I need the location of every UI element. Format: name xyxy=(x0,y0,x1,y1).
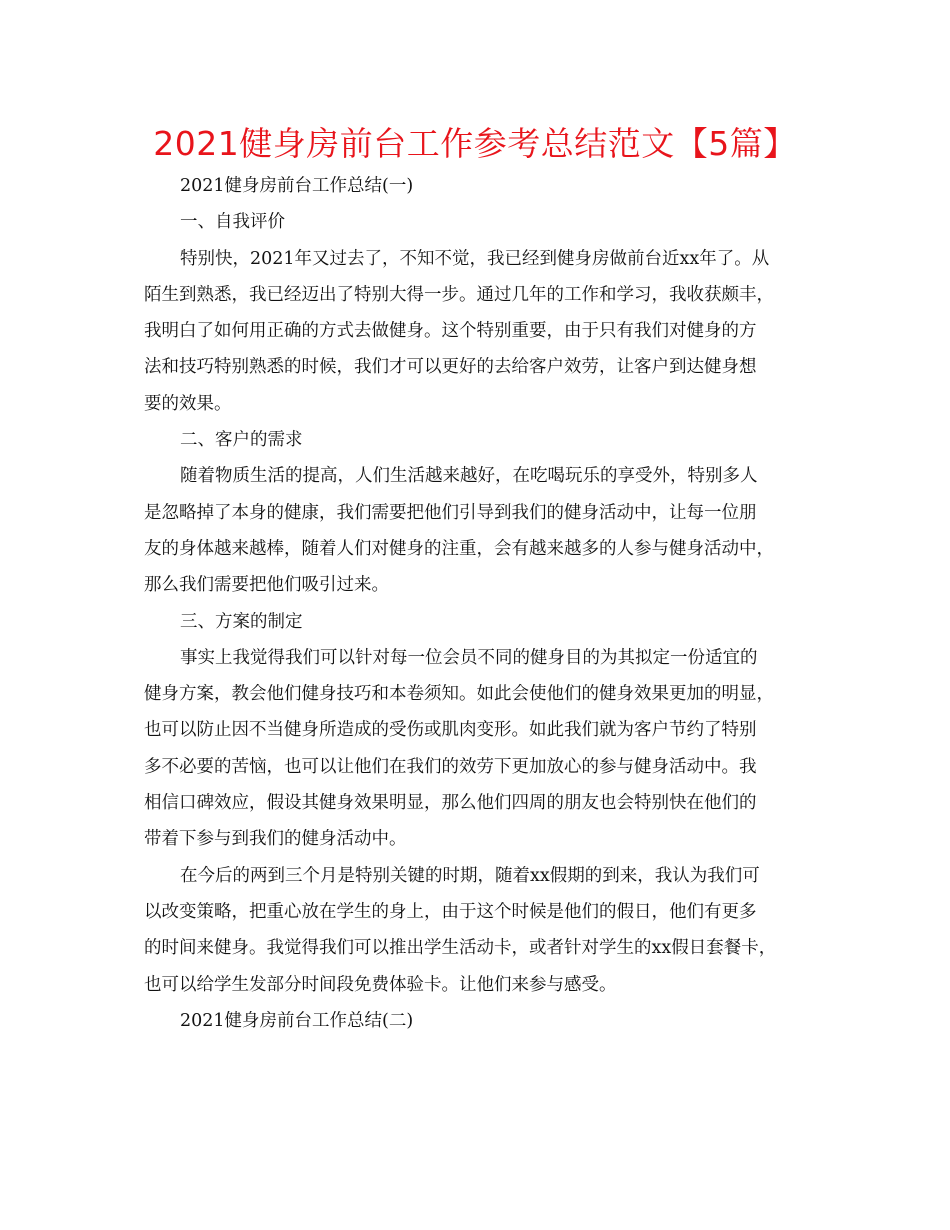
text-line: 随着物质生活的提高，人们生活越来越好，在吃喝玩乐的享受外，特别多人 xyxy=(180,466,758,487)
text-line: 2021健身房前台工作总结(一) xyxy=(180,176,414,196)
text-line: 要的效果。 xyxy=(144,393,232,414)
text-line: 相信口碑效应，假设其健身效果明显，那么他们四周的朋友也会特别快在他们的 xyxy=(144,793,757,814)
document-title: 2021健身房前台工作参考总结范文【5篇】 xyxy=(153,124,797,163)
text-line: 健身方案，教会他们健身技巧和本卷须知。如此会使他们的健身效果更加的明显， xyxy=(144,684,774,705)
text-line: 也可以防止因不当健身所造成的受伤或肌肉变形。如此我们就为客户节约了特别 xyxy=(144,720,757,741)
text-line: 事实上我觉得我们可以针对每一位会员不同的健身目的为其拟定一份适宜的 xyxy=(180,647,758,668)
text-line: 一、自我评价 xyxy=(180,212,285,233)
text-line: 的时间来健身。我觉得我们可以推出学生活动卡，或者针对学生的xx假日套餐卡， xyxy=(144,938,777,959)
document-body xyxy=(144,168,808,1039)
text-line: 也可以给学生发部分时间段免费体验卡。让他们来参与感受。 xyxy=(144,974,617,995)
text-line: 是忽略掉了本身的健康，我们需要把他们引导到我们的健身活动中，让每一位朋 xyxy=(144,502,757,523)
text-line: 带着下参与到我们的健身活动中。 xyxy=(144,829,407,850)
text-line: 那么我们需要把他们吸引过来。 xyxy=(144,575,389,596)
text-line: 我明白了如何用正确的方式去做健身。这个特别重要，由于只有我们对健身的方 xyxy=(144,321,757,342)
text-line: 友的身体越来越棒，随着人们对健身的注重，会有越来越多的人参与健身活动中， xyxy=(144,538,774,559)
text-line: 特别快，2021年又过去了，不知不觉，我已经到健身房做前台近xx年了。从 xyxy=(180,248,770,269)
text-line: 二、客户的需求 xyxy=(180,430,303,451)
text-line: 陌生到熟悉，我已经迈出了特别大得一步。通过几年的工作和学习，我收获颇丰， xyxy=(144,284,774,305)
text-line: 2021健身房前台工作总结(二) xyxy=(180,1010,414,1031)
text-line: 三、方案的制定 xyxy=(180,611,303,632)
text-line: 在今后的两到三个月是特别关键的时期，随着xx假期的到来，我认为我们可 xyxy=(180,865,760,886)
text-line: 多不必要的苦恼，也可以让他们在我们的效劳下更加放心的参与健身活动中。我 xyxy=(144,756,757,777)
text-line: 法和技巧特别熟悉的时候，我们才可以更好的去给客户效劳，让客户到达健身想 xyxy=(144,357,757,378)
text-line: 以改变策略，把重心放在学生的身上，由于这个时候是他们的假日，他们有更多 xyxy=(144,901,757,922)
